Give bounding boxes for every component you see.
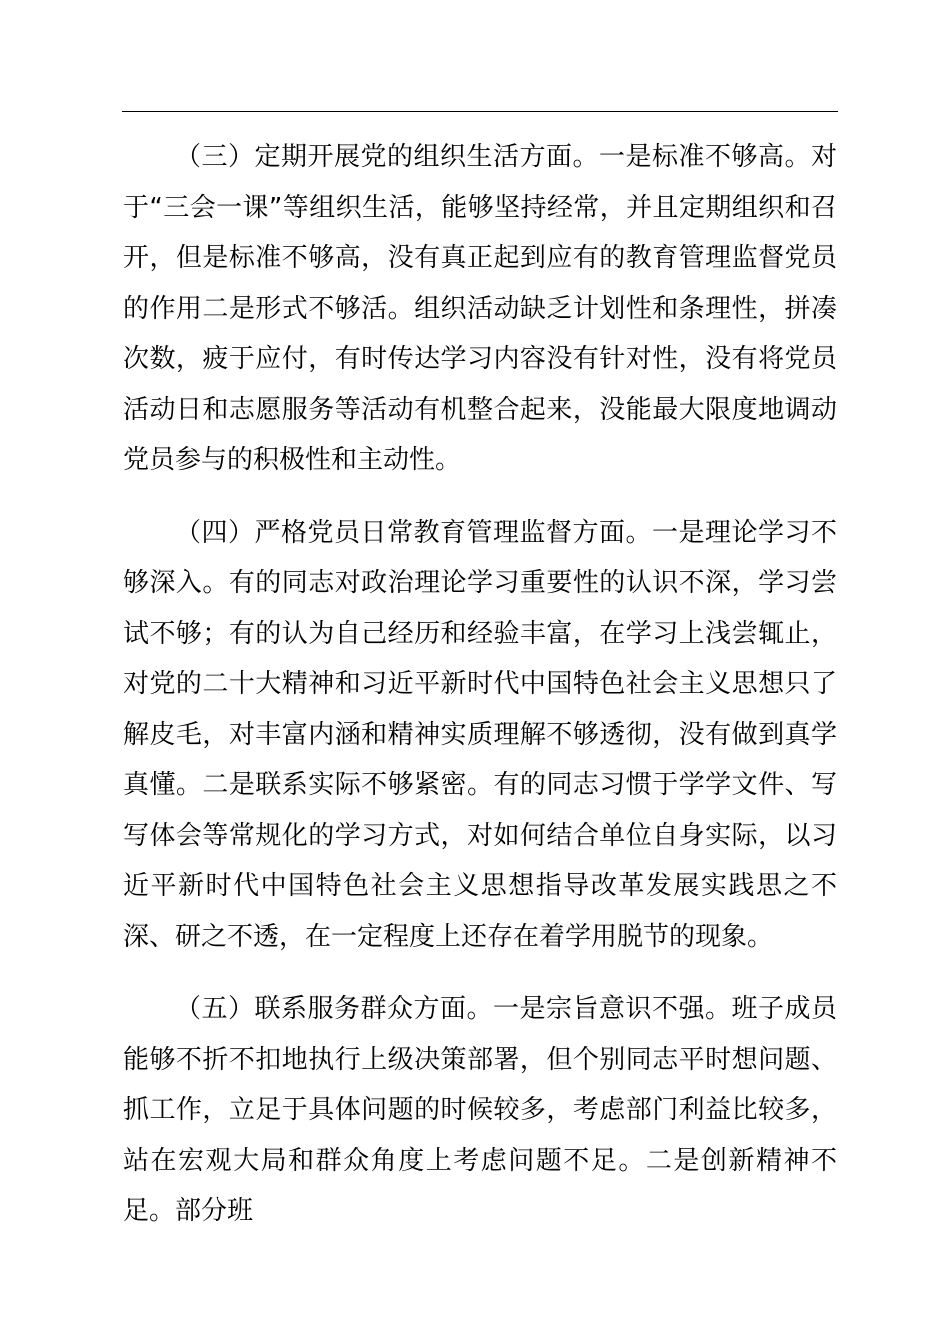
document-body xyxy=(123,132,837,1259)
header-rule xyxy=(122,111,838,112)
paragraph-section-4: （四）严格党员日常教育管理监督方面。一是理论学习不够深入。有的同志对政治理论学习重要性的认识不深，学习尝试不够；有的认为自己经历和经验丰富，在学习上浅尝辄止，对党的二十大精神和习近平新时代中国特色社会主义思想只了解皮毛，对丰富内涵和精神实质理解不够透彻，没有做到真学真懂。二是联系实际不够紧密。有的同志习惯于学学文件、写写体会等常规化的学习方式，对如何结合单位自身实际，以习近平新时代中国特色社会主义思想指导改革发展实践思之不深、研之不透，在一定程度上还存在着学用脱节的现象。 xyxy=(123,517,837,952)
paragraph-section-3: （三）定期开展党的组织生活方面。一是标准不够高。对于“三会一课”等组织生活，能够坚持经常，并且定期组织和召开，但是标准不够高，没有真正起到应有的教育管理监督党员的作用二是形式不够活。组织活动缺乏计划性和条理性，拼凑次数，疲于应付，有时传达学习内容没有针对性，没有将党员活动日和志愿服务等活动有机整合起来，没能最大限度地调动党员参与的积极性和主动性。 xyxy=(123,142,837,475)
paragraph-section-5: （五）联系服务群众方面。一是宗旨意识不强。班子成员能够不折不扣地执行上级决策部署，但个别同志平时想问题、抓工作，立足于具体问题的时候较多，考虑部门利益比较多，站在宏观大局和群众角度上考虑问题不足。二是创新精神不足。部分班 xyxy=(123,994,837,1226)
